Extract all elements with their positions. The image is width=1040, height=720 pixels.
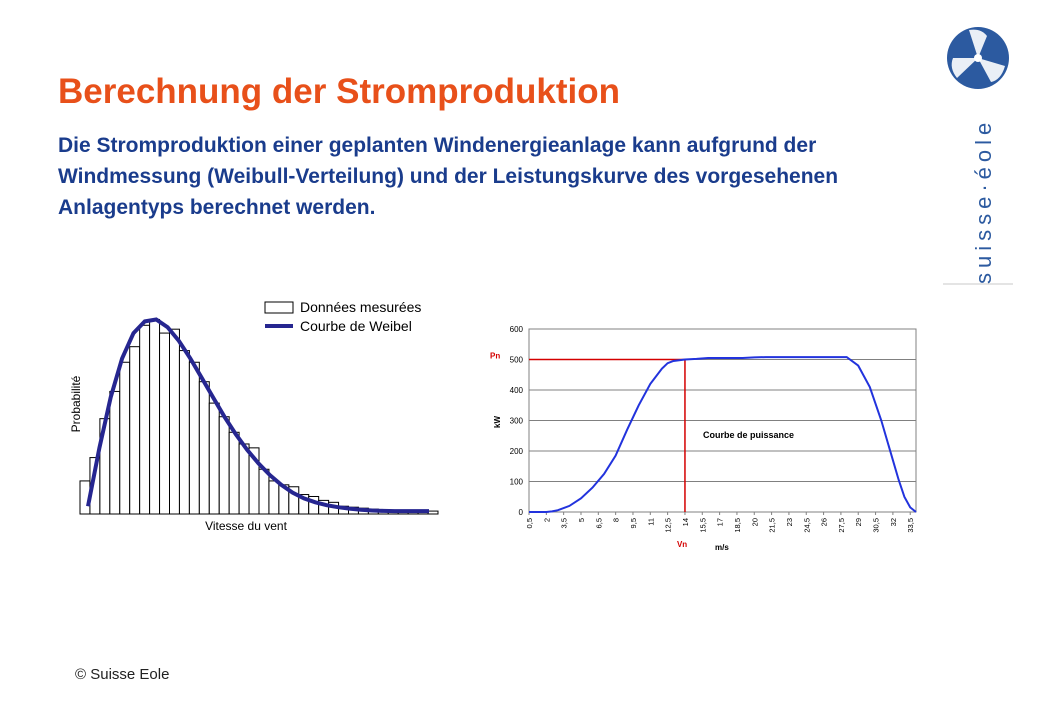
histogram-bar xyxy=(120,362,130,514)
y-axis-label: kW xyxy=(493,416,502,428)
x-tick-label: 24,5 xyxy=(802,518,812,533)
legend-swatch-bars xyxy=(265,302,293,313)
wind-turbine-rotor-icon xyxy=(947,27,1009,89)
y-tick-label: 200 xyxy=(509,447,523,456)
x-tick-label: 5 xyxy=(577,518,586,523)
intro-text: Die Stromproduktion einer geplanten Windenergieanlage kann aufgrund der Windmessung (Weibull-Verteilung) und der Leistungskurve des vorgesehenen Anlagentyps berechnet werden. xyxy=(58,134,839,219)
x-tick-label: 12,5 xyxy=(663,518,673,533)
histogram-bar xyxy=(140,325,150,514)
x-tick-label: 26 xyxy=(819,518,829,527)
x-tick-label: 11 xyxy=(646,518,656,526)
histogram-bar xyxy=(219,417,229,514)
histogram-bar xyxy=(160,333,170,514)
x-tick-label: 6,5 xyxy=(594,518,604,529)
x-tick-label: 23 xyxy=(784,518,794,527)
x-axis-label: m/s xyxy=(715,543,729,552)
y-tick-label: 600 xyxy=(509,325,523,334)
y-axis-label: Probabilité xyxy=(69,375,83,433)
power-curve-chart xyxy=(478,318,928,558)
histogram-bar xyxy=(189,362,199,514)
histogram-bar xyxy=(179,351,189,514)
histogram-bar xyxy=(209,403,219,514)
histogram-bar xyxy=(130,347,140,514)
histogram-bar xyxy=(110,391,120,514)
x-tick-label: 14 xyxy=(681,518,690,527)
copyright-footer: © Suisse Eole xyxy=(75,666,170,683)
y-tick-label: 400 xyxy=(509,386,523,395)
y-tick-label: 0 xyxy=(518,508,523,517)
histogram-bar xyxy=(199,382,209,514)
x-tick-label: 17 xyxy=(715,518,725,527)
y-tick-label: 500 xyxy=(509,355,523,365)
rated-power-label: Pn xyxy=(490,351,501,361)
x-tick-label: 3,5 xyxy=(559,518,569,529)
histogram-bar xyxy=(150,319,160,514)
x-tick-label: 9,5 xyxy=(629,518,638,529)
suisse-eole-logo xyxy=(935,22,1025,292)
histogram-bar xyxy=(170,329,180,514)
y-tick-label: 300 xyxy=(509,416,523,426)
legend-label-line: Courbe de Weibel xyxy=(300,318,412,334)
slide-title: Berechnung der Stromproduktion xyxy=(58,72,620,111)
x-tick-label: 8 xyxy=(611,518,621,523)
x-axis-label: Vitesse du vent xyxy=(205,519,287,533)
weibull-chart xyxy=(60,290,460,550)
legend-label-bars: Données mesurées xyxy=(300,299,422,315)
x-tick-label: 2 xyxy=(542,518,552,523)
histogram-bar xyxy=(239,444,249,514)
x-tick-label: 29 xyxy=(854,518,864,527)
legend xyxy=(265,299,421,334)
histogram-bar xyxy=(229,432,239,514)
rated-speed-label: Vn xyxy=(676,540,688,549)
x-tick-label: 30,5 xyxy=(871,518,881,533)
x-tick-labels xyxy=(525,512,915,533)
x-tick-label: 21,5 xyxy=(767,518,777,533)
histogram-bar xyxy=(259,469,269,514)
x-tick-label: 15,5 xyxy=(698,518,708,533)
x-tick-label: 27,5 xyxy=(836,518,846,533)
y-tick-label: 100 xyxy=(509,477,523,487)
y-tick-labels xyxy=(510,325,524,517)
curve-annotation: Courbe de puissance xyxy=(703,430,795,440)
x-tick-label: 18,5 xyxy=(732,518,742,533)
x-tick-label: 0,5 xyxy=(525,518,534,529)
x-tick-label: 33,5 xyxy=(906,518,916,533)
x-tick-label: 32 xyxy=(888,518,898,527)
logo-wordmark: suisse·éole xyxy=(971,117,996,284)
x-tick-label: 20 xyxy=(750,518,760,527)
histogram-bar xyxy=(269,481,279,514)
histogram-bars xyxy=(80,319,438,514)
